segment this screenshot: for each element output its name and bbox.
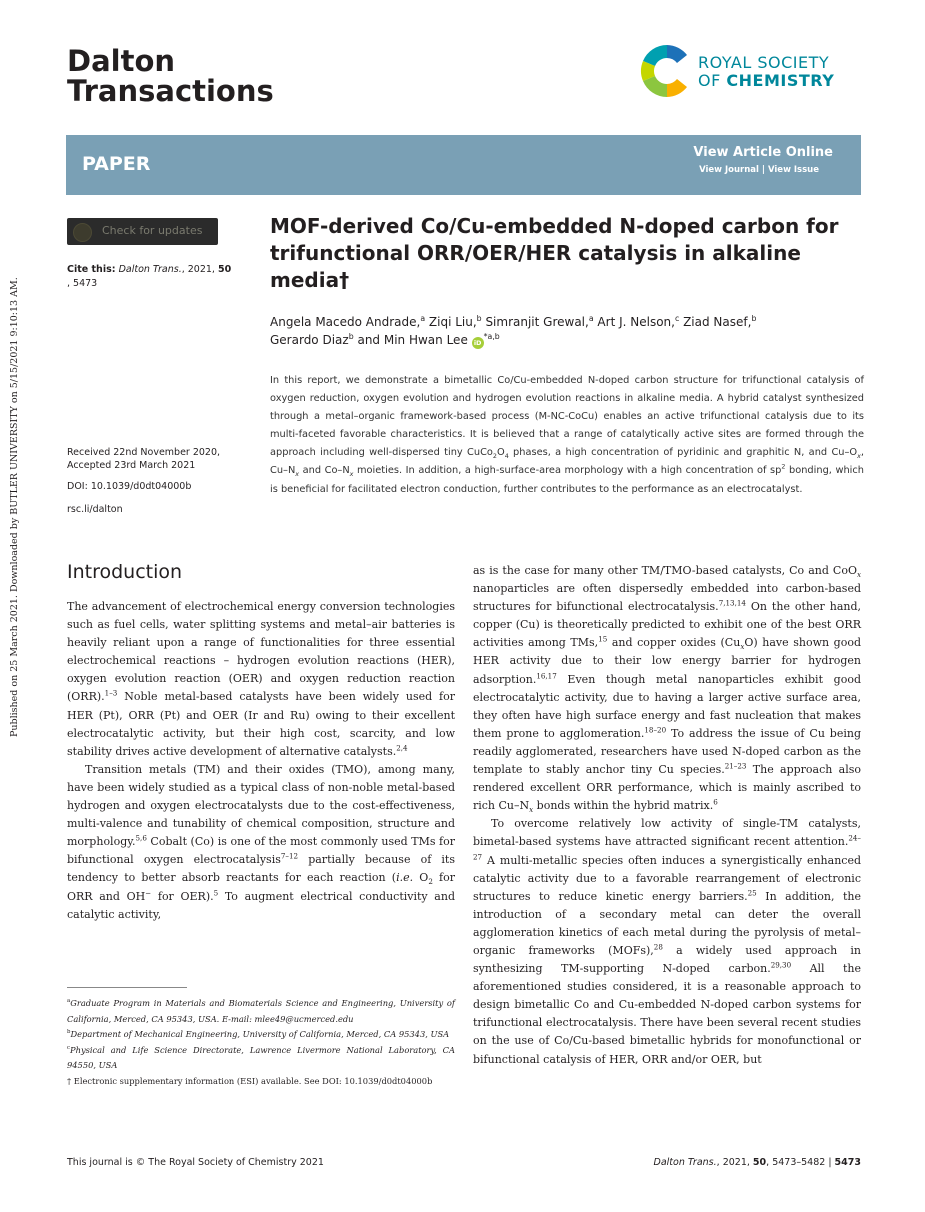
- cite-journal: Dalton Trans.: [118, 264, 182, 275]
- download-note: Published on 25 March 2021. Downloaded by BUTLER UNIVERSITY on 5/15/2021 9:10:13 AM.: [9, 277, 20, 737]
- orcid-icon[interactable]: iD: [472, 337, 484, 349]
- copyright-footer: This journal is © The Royal Society of Chemistry 2021: [67, 1157, 324, 1168]
- doi[interactable]: DOI: 10.1039/d0dt04000b: [67, 481, 192, 492]
- page-footer: Dalton Trans., 2021, 50, 5473–5482 | 5473: [653, 1157, 861, 1168]
- author-list: Angela Macedo Andrade,$^a$ Ziqi Liu,$^b$ Simranjit Grewal,$^a$ Art J. Nelson,$^c$ Ziad Nasef,$^b$ Gerardo Diaz$^b$ and Min Hwan Lee iD$^{*a,b}$: [270, 314, 757, 347]
- article-type-label: PAPER: [82, 153, 151, 175]
- received-date: Received 22nd November 2020,: [67, 447, 221, 458]
- view-article-online-link[interactable]: View Article Online: [693, 145, 833, 160]
- paragraph: Transition metals (TM) and their oxides (TMO), among many, have been widely studied as a typical class of non-noble metal-based hydrogen and oxygen electrocatalysts due to the cost-effectiveness, multi-valence and tunability of chemical composition, structure and morphology.$^{5,6}$ Cobalt (Co) is one of the most commonly used TMs for bifunctional oxygen electrocatalysis$^{7-12}$ partially because of its tendency to better absorb reactants for each reaction (i.e. $O_2$ for ORR and OH− for OER).$^5$ To augment electrical conductivity and catalytic activity,: [67, 762, 456, 921]
- check-for-updates-label: Check for updates: [102, 224, 203, 237]
- esi-note: † Electronic supplementary information (ESI) available. See DOI: 10.1039/d0dt04000b: [67, 1075, 433, 1086]
- check-for-updates-button[interactable]: [67, 218, 218, 245]
- affiliation-c: $^c$Physical and Life Science Directorate, Lawrence Livermore National Laboratory, CA 94550, USA: [67, 1044, 455, 1070]
- paragraph: as is the case for many other TM/TMO-based catalysts, Co and CoO$_x$ nanoparticles are often dispersedly embedded into carbon-based structures for bifunctional electrocatalysis.$^{7,13,14}$ On the other hand, copper (Cu) is theoretically predicted to exhibit one of the best ORR activities among TMs,$^{15}$ and copper oxides $(Cu_xO)$ have shown good HER activity due to their low energy barrier for hydrogen adsorption.$^{16,17}$ Even though metal nanoparticles exhibit good electrocatalytic activity, due to having a larger active surface area, they often have high surface energy and fast nucleation that makes them prone to agglomeration.$^{18-20}$ To address the issue of Cu being readily agglomerated, researchers have used N-doped carbon as the template to stably anchor tiny Cu species.$^{21-23}$ The approach also rendered excellent ORR performance, which is mainly ascribed to rich $Cu-N_x$ bonds within the hybrid matrix.$^6$: [473, 564, 861, 815]
- publisher-line2: OF CHEMISTRY: [698, 71, 835, 90]
- cite-year: , 2021,: [181, 264, 218, 275]
- download-watermark: [9, 237, 23, 737]
- link-separator: |: [758, 165, 768, 175]
- cite-label: Cite this:: [67, 264, 116, 275]
- view-issue-link[interactable]: View Issue: [767, 165, 819, 175]
- publisher-line1: ROYAL SOCIETY: [698, 53, 830, 72]
- page-number: 5473: [834, 1157, 861, 1168]
- paragraph: The advancement of electrochemical energy conversion technologies such as fuel cells, water splitting systems and metal–air batteries is heavily reliant upon a range of functionalities for three essential electrochemical reactions – hydrogen evolution reactions (HER), oxygen evolution reaction (OER) and oxygen reduction reaction (ORR).$^{1-3}$ Noble metal-based catalysts have been widely used for HER (Pt), ORR (Pt) and OER (Ir and Ru) owing to their excellent electrocatalytic activity, but their high cost, scarcity, and low stability drives active development of alternative catalysts.$^{2,4}$: [67, 600, 455, 758]
- footnote-divider: [67, 987, 187, 988]
- article-type-banner: [66, 135, 861, 195]
- publisher-name[interactable]: [698, 54, 834, 90]
- footnotes: [67, 996, 455, 1089]
- body-right-column: [473, 562, 861, 1069]
- abstract: In this report, we demonstrate a bimetallic Co/Cu-embedded N-doped carbon structure for trifunctional catalysis of oxygen reduction, oxygen evolution and hydrogen evolution reactions in alkaline media. A hybrid catalyst synthesized through a metal–organic framework-based process (M-NC-CoCu) enables an active trifunctional catalysis due to its multi-faceted favorable characteristics. It is believed that a range of catalytically active sites are formed through the approach including well-dispersed tiny $CuCo_2O_4$ phases, a high concentration of pyridinic and graphitic N, and $Cu-O_x$, $Cu-N_x$ and $Co-N_x$ moieties. In addition, a high-surface-area morphology with a high concentration of $sp^2$ bonding, which is beneficial for facilitated electron conduction, further contributes to the performance as an electrocatalyst.: [270, 375, 865, 495]
- journal-name-line2: Transactions: [67, 74, 274, 108]
- rsc-logo-icon: [637, 41, 697, 101]
- affiliation-a: $^a$Graduate Program in Materials and Biomaterials Science and Engineering, University of California, Merced, CA 95343, USA. E-mail: mlee49@ucmerced.edu: [67, 998, 455, 1024]
- section-heading-introduction: Introduction: [67, 561, 183, 583]
- paragraph: To overcome relatively low activity of single-TM catalysts, bimetal-based systems have attracted significant recent attention.$^{24-27}$ A multi-metallic species often induces a synergistically enhanced catalytic activity due to a favorable rearrangement of electronic structures to reduce kinetic energy barriers.$^{25}$ In addition, the introduction of a secondary metal can deter the overall agglomeration kinetics of each metal during the pyrolysis of metal–organic frameworks (MOFs),$^{28}$ a widely used approach in synthesizing TM-supporting N-doped carbon.$^{29,30}$ All the aforementioned studies considered, it is a reasonable approach to design bimetallic Co and Cu-embedded N-doped carbon systems for trifunctional electrocatalysis. There have been several recent studies on the use of Co/Cu-based bimetallic hybrids for monofunctional or bifunctional catalysis of HER, ORR and/or OER, but: [473, 817, 862, 1066]
- view-journal-link[interactable]: View Journal: [699, 165, 759, 175]
- crossmark-icon: [73, 223, 92, 242]
- accepted-date: Accepted 23rd March 2021: [67, 460, 196, 471]
- cite-pages: , 5473: [67, 278, 98, 289]
- cite-volume: 50: [217, 264, 232, 275]
- affiliation-b: $^b$Department of Mechanical Engineering, University of California, Merced, CA 95343, USA: [67, 1029, 450, 1039]
- journal-name-line1: Dalton: [67, 44, 176, 78]
- body-left-column: [67, 598, 455, 924]
- article-title: MOF-derived Co/Cu-embedded N-doped carbon for trifunctional ORR/OER/HER catalysis in alkaline media†: [270, 214, 839, 292]
- journal-name: [67, 46, 274, 106]
- journal-link[interactable]: rsc.li/dalton: [67, 504, 123, 515]
- article-history: [67, 446, 257, 516]
- banner-links: [699, 165, 819, 175]
- citation: [67, 263, 247, 291]
